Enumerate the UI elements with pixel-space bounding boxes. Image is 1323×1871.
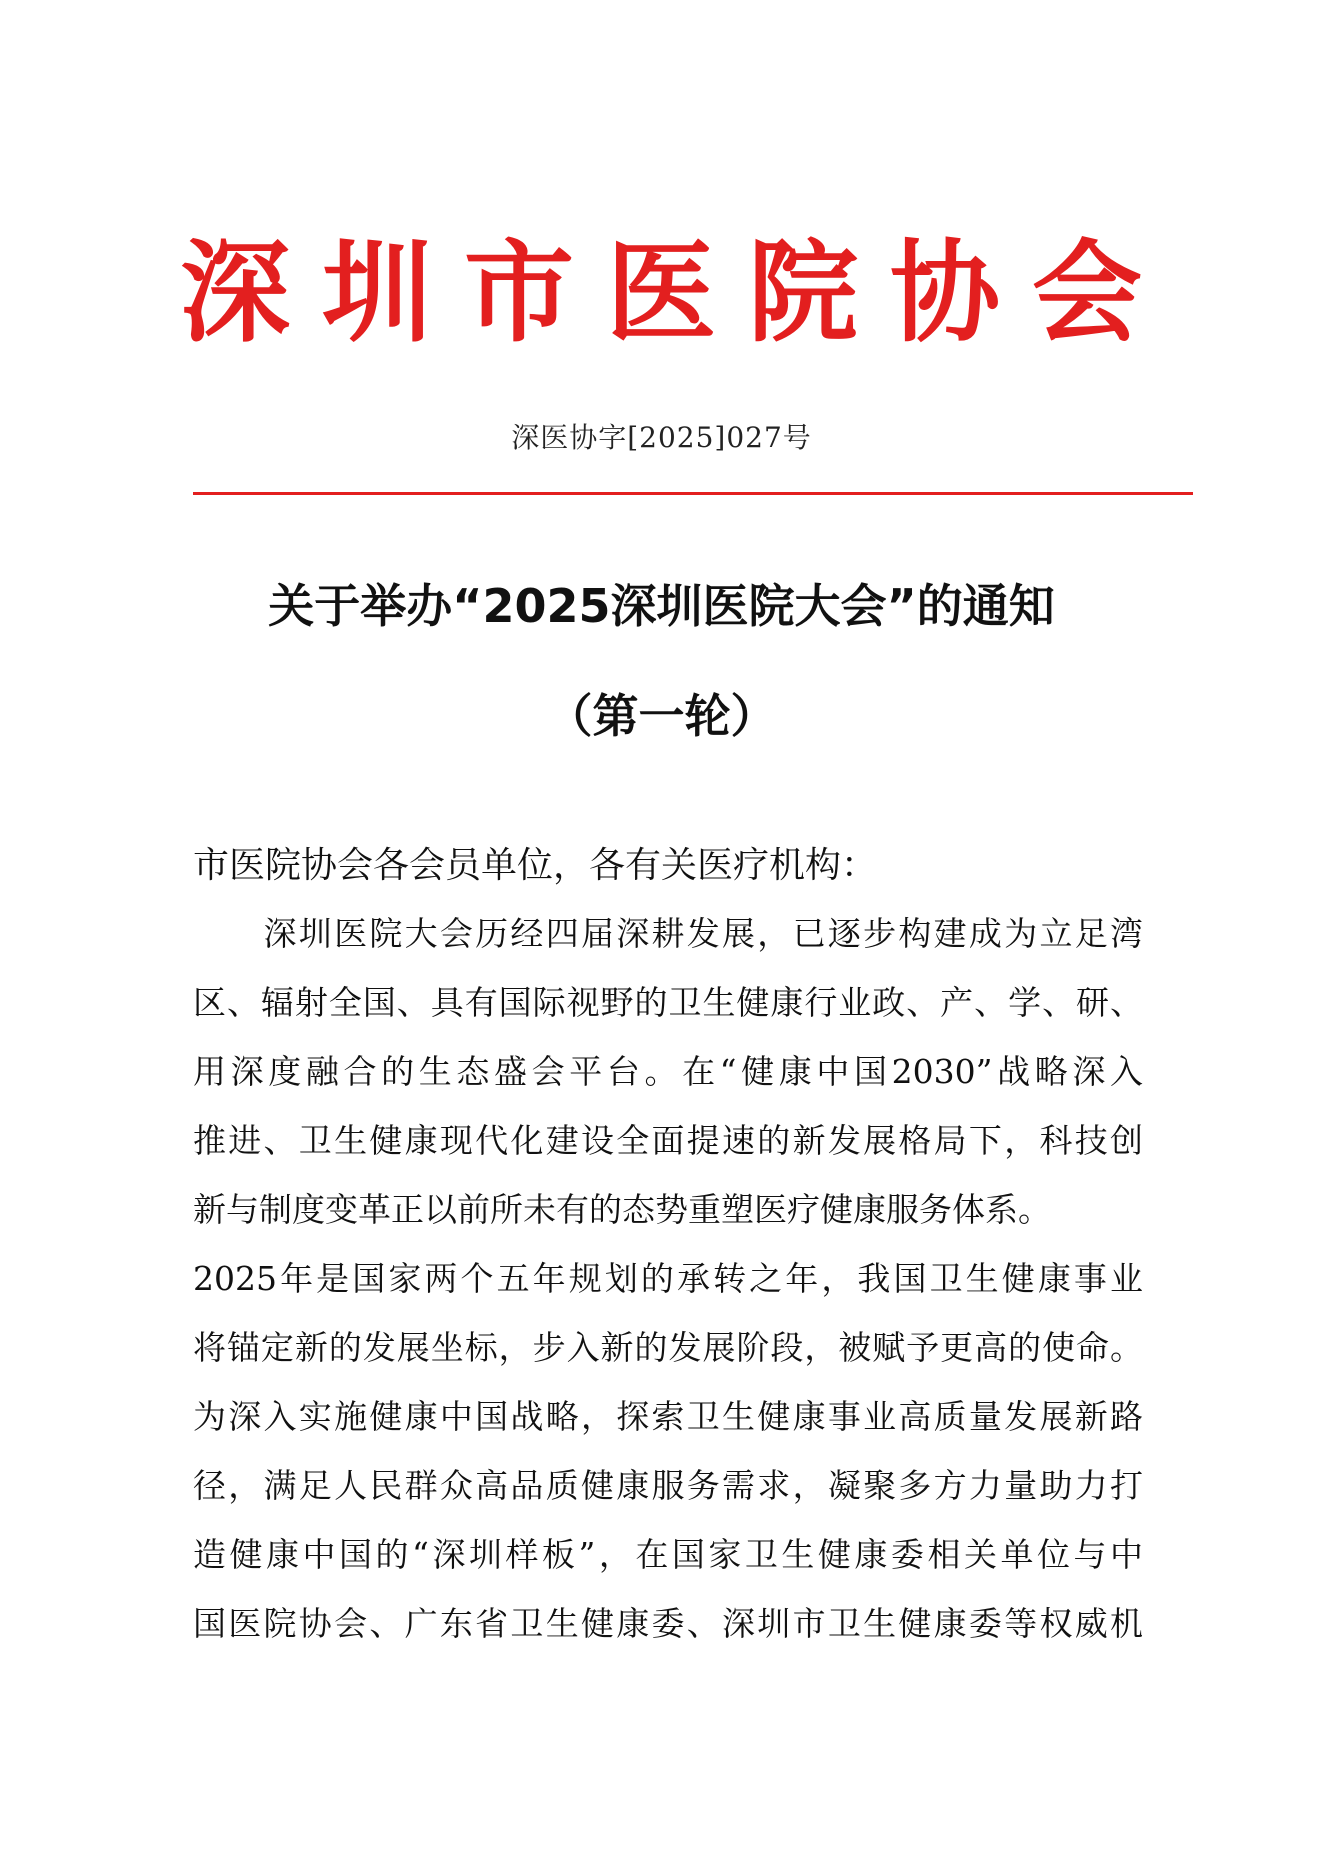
body-line: 新与制度变革正以前所未有的态势重塑医疗健康服务体系。 [193,1190,1051,1229]
body-line: 区、辐射全国、具有国际视野的卫生健康行业政、产、学、研、 [193,983,1143,1022]
salutation: 市医院协会各会员单位，各有关医疗机构： [193,845,878,886]
body-line: 国医院协会、广东省卫生健康委、深圳市卫生健康委等权威机 [193,1604,1143,1643]
body-line: 为深入实施健康中国战略，探索卫生健康事业高质量发展新路 [193,1397,1143,1436]
body-line: 用深度融合的生态盛会平台。在“健康中国2030”战略深入 [193,1052,1143,1091]
body-line: 造健康中国的“深圳样板”，在国家卫生健康委相关单位与中 [193,1535,1143,1574]
body-text [193,908,1143,1667]
body-line: 径，满足人民群众高品质健康服务需求，凝聚多方力量助力打 [193,1466,1143,1505]
body-line: 将锚定新的发展坐标，步入新的发展阶段，被赋予更高的使命。 [193,1328,1143,1367]
notice-subtitle: （第一轮） [546,689,777,743]
body-line: 推进、卫生健康现代化建设全面提速的新发展格局下，科技创 [193,1121,1143,1160]
organization-title: 深圳市医院协会 [180,229,1174,357]
document-number: 深医协字[2025]027号 [511,421,812,454]
body-line: 2025年是国家两个五年规划的承转之年，我国卫生健康事业 [193,1259,1143,1298]
body-line: 深圳医院大会历经四届深耕发展，已逐步构建成为立足湾 [193,914,1143,953]
notice-title: 关于举办“2025深圳医院大会”的通知 [268,579,1055,633]
red-divider-line [193,492,1193,495]
